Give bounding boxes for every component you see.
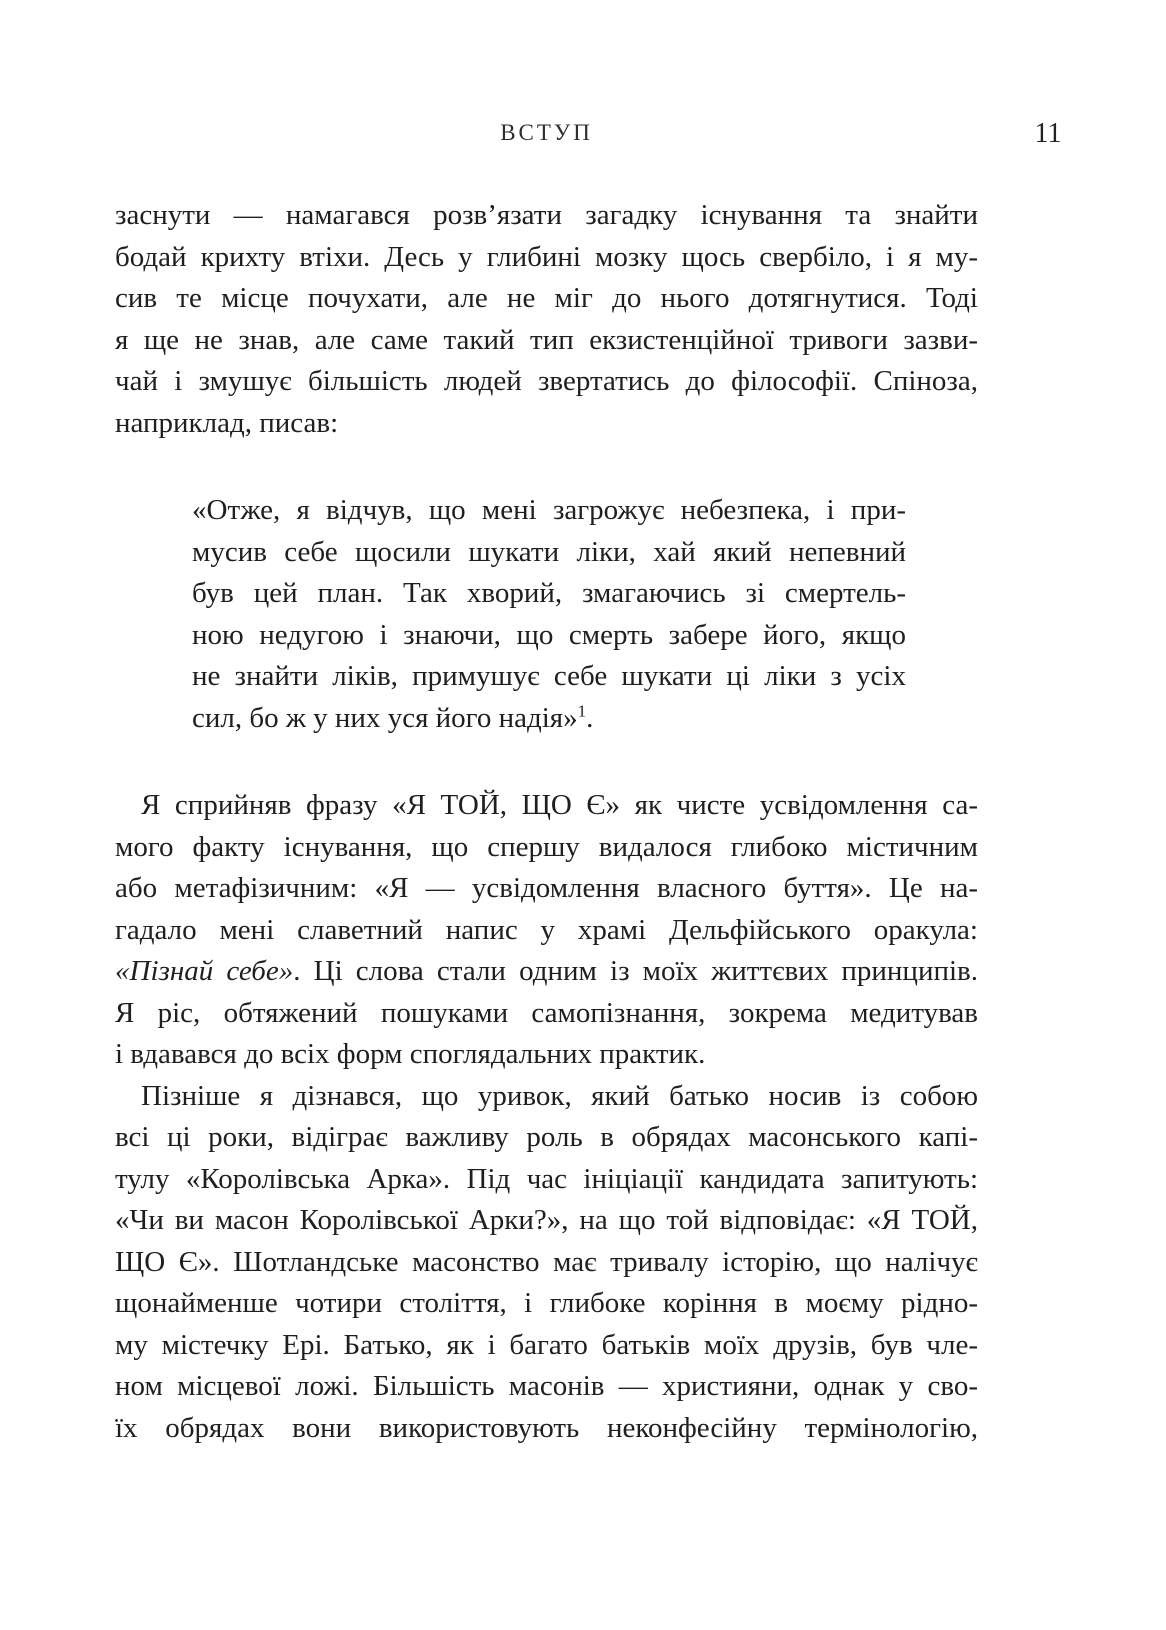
text-line: був цей план. Так хворий, змагаючись зі смертель- [192,577,906,609]
text-line: му містечку Ері. Батько, як і багато батьків моїх друзів, був чле- [115,1328,978,1361]
text-line: ною недугою і знаючи, що смерть забере його, якщо [192,618,906,651]
text-line: не знайти ліків, примушує себе шукати ці ліки з усіх [192,660,906,692]
text-line: Я сприйняв фразу «Я ТОЙ, ЩО Є» як чисте усвідомлення са- [141,789,978,821]
text-line [115,951,978,993]
text-line: Пізніше я дізнався, що уривок, який батько носив із собою [141,1079,978,1112]
text-line: «Отже, я відчув, що мені загрожує небезпека, і при- [192,494,906,526]
footnote-marker: 1 [577,700,587,720]
quote-last-period: . [586,701,594,734]
text-line: заснути — намагався розв’язати загадку існування та знайти [115,199,978,231]
text-line: тулу «Королівська Арка». Під час ініціації кандидата запитують: [115,1162,978,1195]
text-line: і вдавався до всіх форм споглядальних практик. [115,1038,706,1070]
text-line: «Чи ви масон Королівської Арки?», на що той відповідає: «Я ТОЙ, [115,1204,978,1236]
running-head-title: ВСТУП [500,120,593,145]
text-line: їх обрядах вони використовують неконфесійну термінологію, [115,1411,978,1444]
text-line: ЩО Є». Шотландське масонство має тривалу історію, що налічує [115,1245,978,1278]
paragraph-3 [115,1076,978,1450]
paragraph-2 [115,785,978,1076]
text-line: всі ці роки, відіграє важливу роль в обрядах масонського капі- [115,1121,978,1153]
quote-last-text: сил, бо ж у них уся його надія» [192,701,578,734]
body-text [115,195,978,1449]
italic-line-rest: . Ці слова стали одним із моїх життєвих принципів. [293,955,978,987]
text-line: або метафізичним: «Я — усвідомлення власного буття». Це на- [115,872,978,904]
text-line: бодай крихту втіхи. Десь у глибині мозку щось свербіло, і я му- [115,240,978,273]
text-line: мусив себе щосили шукати ліки, хай який непевний [192,535,906,568]
text-line: гадало мені славетний напис у храмі Дельфійського оракула: [115,913,978,946]
text-line [192,698,906,740]
text-line: щонайменше чотири століття, і глибоке коріння в моєму рідно- [115,1287,978,1319]
text-line: ном місцевої ложі. Більшість масонів — християни, однак у сво- [115,1370,978,1402]
page-number: 11 [1034,118,1062,149]
text-line: чай і змушує більшість людей звертатись до філософії. Спіноза, [115,365,978,397]
text-line: наприклад, писав: [115,406,339,439]
text-line: сив те місце почухати, але не міг до нього дотягнутися. Тоді [115,282,978,314]
text-line: Я ріс, обтяжений пошуками самопізнання, зокрема медитував [115,996,978,1029]
text-line: мого факту існування, що спершу видалося глибоко містичним [115,830,978,863]
italic-phrase: «Пізнай себе» [115,955,294,987]
block-quote [192,490,906,739]
paragraph-opening [115,195,978,444]
text-line: я ще не знав, але саме такий тип екзистенційної тривоги зазви- [115,323,978,356]
